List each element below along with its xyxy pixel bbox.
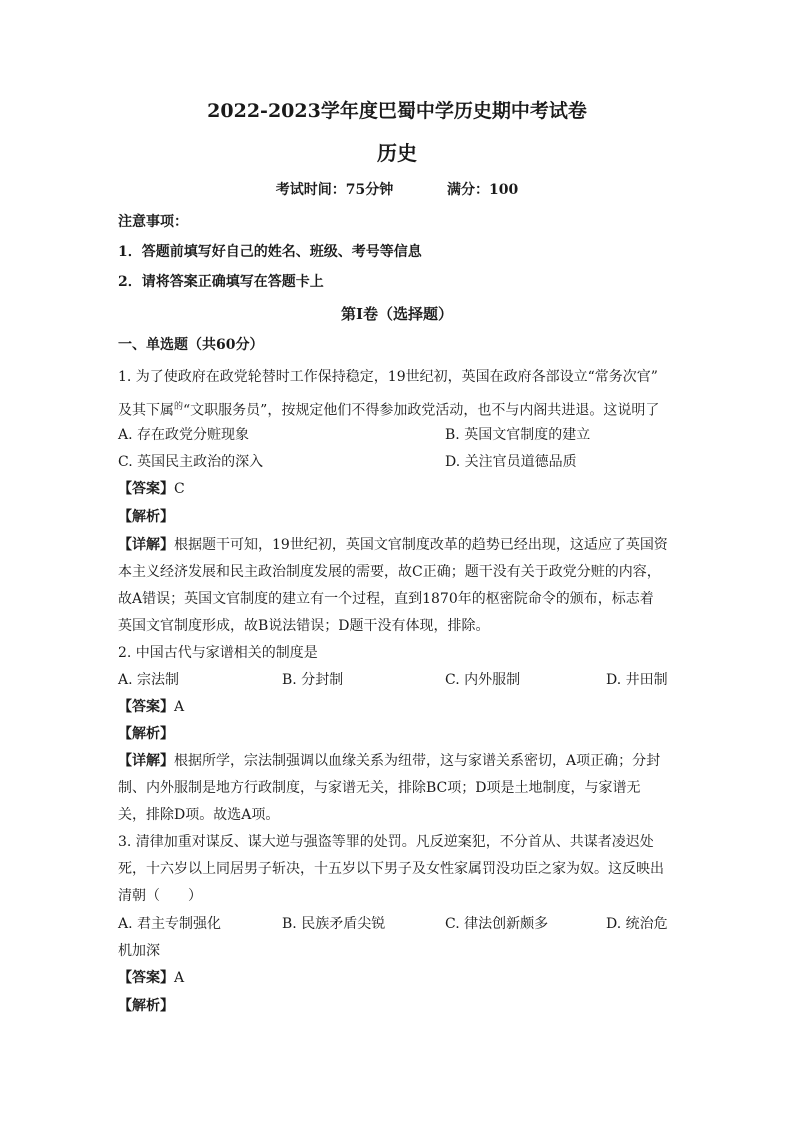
q1-analysis-label: 【解析】 xyxy=(118,509,174,525)
q2-stem: 2. 中国古代与家谱相关的制度是 xyxy=(118,645,318,661)
q3-option-d: D. 统治危 xyxy=(606,916,668,932)
q1-stem-line1: 1. 为了使政府在政党轮替时工作保持稳定，19世纪初，英国在政府各部设立“常务次官” xyxy=(118,369,658,385)
answer-label: 【答案】 xyxy=(118,481,174,497)
answer-value: A xyxy=(174,699,185,715)
q2-detail-line2: 制、内外服制是地方行政制度，与家谱无关，排除BC项；D项是土地制度，与家谱无 xyxy=(118,780,641,796)
answer-value: C xyxy=(174,481,185,497)
q2-detail-line1 xyxy=(118,751,660,771)
q2-option-b: B. 分封制 xyxy=(282,672,344,688)
detail-text: 根据题干可知，19世纪初，英国文官制度改革的趋势已经出现，这适应了英国资 xyxy=(174,537,668,553)
detail-text: 根据所学，宗法制强调以血缘关系为纽带，这与家谱关系密切，A项正确；分封 xyxy=(174,753,661,769)
subject-title: 历史 xyxy=(377,141,417,165)
q3-stem-line3: 清朝（ ） xyxy=(118,888,202,904)
q1-stem-part: 及其下属 xyxy=(118,402,174,419)
detail-label: 【详解】 xyxy=(118,753,174,769)
notice-heading: 注意事项： xyxy=(118,214,188,230)
notice-item-2: 2．请将答案正确填写在答题卡上 xyxy=(118,274,324,290)
answer-label: 【答案】 xyxy=(118,699,174,715)
q3-option-b: B. 民族矛盾尖锐 xyxy=(282,916,386,932)
answer-label: 【答案】 xyxy=(118,970,174,986)
q1-answer xyxy=(118,479,185,499)
exam-title: 2022-2023学年度巴蜀中学历史期中考试卷 xyxy=(207,100,587,122)
q2-detail-line3: 关，排除D项。故选A项。 xyxy=(118,807,280,823)
answer-value: A xyxy=(174,970,185,986)
q1-option-a: A. 存在政党分赃现象 xyxy=(118,427,250,443)
q3-answer xyxy=(118,968,184,988)
exam-score: 满分：100 xyxy=(447,182,519,198)
exam-time: 考试时间：75分钟 xyxy=(275,182,394,198)
exam-meta xyxy=(0,180,794,200)
q3-stem-line1: 3. 清律加重对谋反、谋大逆与强盗等罪的处罚。凡反逆案犯，不分首从、共谋者凌迟处 xyxy=(118,834,654,850)
detail-label: 【详解】 xyxy=(118,537,174,553)
q1-stem-line2 xyxy=(118,397,659,421)
q3-option-c: C. 律法创新颇多 xyxy=(445,916,549,932)
notice-item-1: 1．答题前填写好自己的姓名、班级、考号等信息 xyxy=(118,244,422,260)
q1-detail-line3: 故A错误；英国文官制度的建立有一个过程，直到1870年的枢密院命令的颁布，标志着 xyxy=(118,591,654,607)
q1-detail-line2: 本主义经济发展和民主政治制度发展的需要，故C正确；题干没有关于政党分赃的内容， xyxy=(118,564,661,580)
q2-answer xyxy=(118,697,184,717)
q1-detail-line1 xyxy=(118,535,668,555)
q2-option-c: C. 内外服制 xyxy=(445,672,521,688)
q3-analysis-label: 【解析】 xyxy=(118,998,174,1014)
section-heading: 一、单选题（共60分） xyxy=(118,337,264,353)
q2-option-d: D. 井田制 xyxy=(606,672,668,688)
q2-option-a: A. 宗法制 xyxy=(118,672,180,688)
q1-stem-part: “文职服务员”，按规定他们不得参加政党活动，也不与内阁共进退。这说明了 xyxy=(183,402,660,419)
q1-stem-superscript: 的 xyxy=(174,402,184,412)
q1-option-d: D. 关注官员道德品质 xyxy=(445,454,577,470)
q2-analysis-label: 【解析】 xyxy=(118,726,174,742)
q1-option-c: C. 英国民主政治的深入 xyxy=(118,454,264,470)
q3-stem-line2: 死，十六岁以上同居男子斩决，十五岁以下男子及女性家属罚没功臣之家为奴。这反映出 xyxy=(118,861,664,877)
q1-option-b: B. 英国文官制度的建立 xyxy=(445,427,591,443)
q1-detail-line4: 英国文官制度形成，故B说法错误；D题干没有体现，排除。 xyxy=(118,618,490,634)
q3-option-d-wrap: 机加深 xyxy=(118,943,160,959)
q3-option-a: A. 君主专制强化 xyxy=(118,916,222,932)
volume-heading: 第I卷（选择题） xyxy=(340,305,454,323)
